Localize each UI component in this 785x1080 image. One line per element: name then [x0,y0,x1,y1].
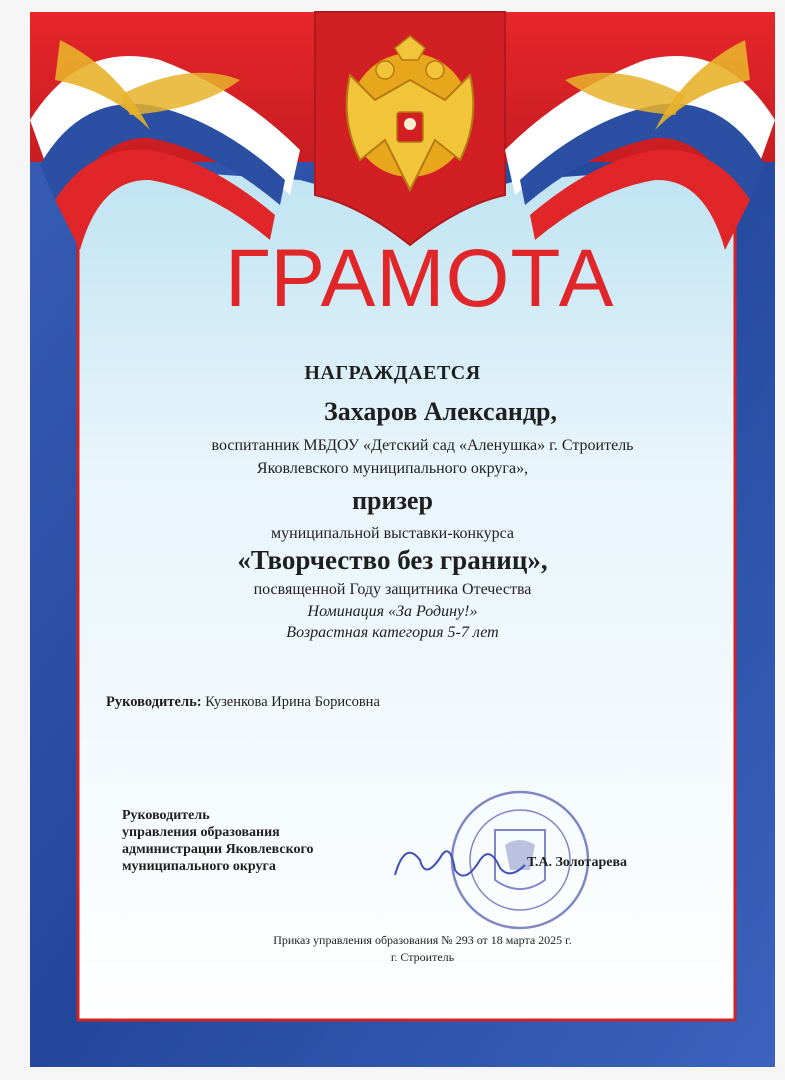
head-position-line: муниципального округа [122,859,276,874]
mentor-line [106,694,380,711]
mentor-name: Кузенкова Ирина Борисовна [205,694,380,710]
dedication: посвященной Году защитника Отечества [253,581,532,598]
nomination: Номинация «За Родину!» [307,603,478,620]
awarded-to-label: НАГРАЖДАЕТСЯ [304,362,481,384]
head-position-line: Руководитель [122,808,210,823]
recipient-line-1: воспитанник МБДОУ «Детский сад «Аленушка» г. Строитель [211,437,634,454]
recipient-line-2: Яковлевского муниципального округа», [256,460,529,477]
signer-name: Т.А. Золотарева [527,855,628,870]
place-title: призер [352,486,433,515]
certificate-title: ГРАМОТА [225,233,615,324]
contest-name: «Творчество без границ», [237,545,548,575]
order-text: Приказ управления образования № 293 от 18 марта 2025 г. [273,933,572,947]
contest-intro: муниципальной выставки-конкурса [271,525,514,542]
age-category: Возрастная категория 5-7 лет [286,624,499,641]
head-position [122,807,314,875]
head-position-line: администрации Яковлевского [122,842,314,857]
recipient-name: Захаров Александр, [324,397,557,426]
mentor-label: Руководитель: [106,694,202,710]
city: г. Строитель [390,950,455,964]
head-position-line: управления образования [122,825,280,840]
